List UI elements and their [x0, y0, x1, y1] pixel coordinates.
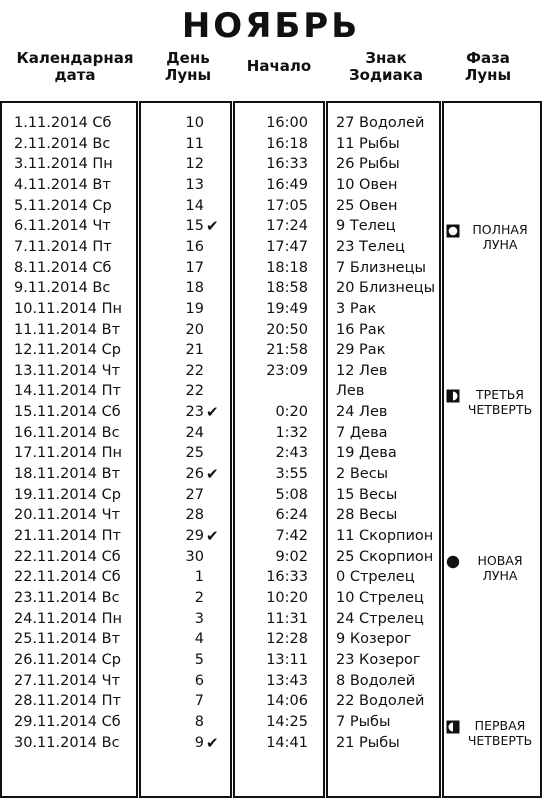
row-date: 21.11.2014 Пт [14, 528, 121, 544]
first-quarter-icon [446, 720, 460, 734]
row-date: 26.11.2014 Ср [14, 651, 121, 668]
row-zodiac: 19 Дева [336, 445, 397, 462]
row-moon-day: 22 [185, 362, 204, 379]
new-moon-icon [446, 555, 460, 569]
row-start: 13:43 [266, 672, 308, 689]
check-mark-icon: ✔ [206, 403, 219, 422]
phase-label: НОВАЯ ЛУНА [477, 552, 523, 583]
row-zodiac: 23 Телец [336, 238, 405, 255]
row-moon-day: 4 [194, 631, 204, 648]
row-start: 2:43 [275, 445, 308, 462]
row-date: 24.11.2014 Пн [14, 610, 123, 627]
row-date: 22.11.2014 Сб [14, 548, 121, 565]
row-start: 7:42 [275, 528, 308, 544]
row-zodiac: 11 Скорпион [336, 528, 434, 544]
phase-label: ПЕРВАЯ ЧЕТВЕРТЬ [467, 717, 533, 748]
row-start: 3:55 [275, 466, 308, 483]
row-date: 6.11.2014 Чт [14, 218, 111, 235]
row-start: 11:31 [266, 610, 308, 627]
row-moon-day: 19 [185, 300, 204, 317]
check-mark-icon: ✔ [206, 217, 219, 236]
row-start: 21:58 [266, 342, 308, 359]
row-zodiac: 15 Весы [336, 486, 398, 503]
row-zodiac: 26 Рыбы [336, 156, 400, 173]
row-moon-day: 1 [194, 569, 204, 586]
row-start: 14:25 [266, 713, 308, 730]
row-zodiac: 22 Водолей [336, 693, 425, 710]
row-date: 1.11.2014 Сб [14, 115, 112, 131]
row-moon-day: 10 [185, 115, 204, 131]
row-start: 18:58 [266, 280, 308, 297]
row-date: 22.11.2014 Сб [14, 569, 121, 586]
row-zodiac: 20 Близнецы [336, 280, 436, 297]
row-date: 4.11.2014 Вт [14, 176, 111, 193]
row-date: 20.11.2014 Чт [14, 507, 121, 524]
row-start: 20:50 [266, 321, 308, 338]
row-start: 16:33 [266, 569, 308, 586]
row-date: 18.11.2014 Вт [14, 466, 121, 483]
row-start: 17:47 [266, 238, 308, 255]
row-moon-day: 3 [194, 610, 204, 627]
row-zodiac: 12 Лев [336, 362, 388, 379]
row-moon-day: 12 [185, 156, 204, 173]
row-zodiac: 10 Стрелец [336, 589, 424, 606]
row-zodiac: 7 Рыбы [336, 713, 391, 730]
row-moon-day: 8 [194, 713, 204, 730]
row-start: 16:18 [266, 135, 308, 152]
row-date: 10.11.2014 Пн [14, 300, 123, 317]
row-zodiac: Лев [336, 383, 365, 400]
header-date: Календарная дата [16, 49, 134, 84]
row-start: 10:20 [266, 589, 308, 606]
row-zodiac: 25 Овен [336, 197, 398, 214]
row-moon-day: 5 [194, 651, 204, 668]
column-phase [442, 101, 542, 798]
phase-label: ПОЛНАЯ ЛУНА [472, 222, 528, 253]
row-zodiac: 24 Стрелец [336, 610, 424, 627]
row-start: 0:20 [275, 404, 308, 421]
row-date: 13.11.2014 Чт [14, 362, 121, 379]
row-zodiac: 16 Рак [336, 321, 386, 338]
row-zodiac: 3 Рак [336, 300, 377, 317]
row-start: 23:09 [266, 362, 308, 379]
header-phase: Фаза Луны [464, 49, 512, 84]
month-title: НОЯБРЬ [181, 6, 361, 46]
row-zodiac: 21 Рыбы [336, 734, 400, 751]
row-moon-day: 20 [185, 321, 204, 338]
row-start: 6:24 [275, 507, 308, 524]
row-moon-day: 7 [194, 693, 204, 710]
row-start: 19:49 [266, 300, 308, 317]
row-start: 5:08 [275, 486, 308, 503]
row-date: 9.11.2014 Вс [14, 280, 111, 297]
row-date: 12.11.2014 Ср [14, 342, 121, 359]
row-moon-day: 6 [194, 672, 204, 689]
row-zodiac: 7 Дева [336, 424, 388, 441]
row-moon-day: 27 [185, 486, 204, 503]
row-date: 19.11.2014 Ср [14, 486, 121, 503]
row-moon-day: 16 [185, 238, 204, 255]
row-moon-day: 26 [185, 466, 204, 483]
row-start: 18:18 [266, 259, 308, 276]
row-date: 27.11.2014 Чт [14, 672, 121, 689]
row-date: 29.11.2014 Сб [14, 713, 121, 730]
header-moon-day: День Луны [164, 49, 212, 84]
row-zodiac: 11 Рыбы [336, 135, 400, 152]
check-mark-icon: ✔ [206, 465, 219, 484]
row-start: 16:33 [266, 156, 308, 173]
row-date: 25.11.2014 Вт [14, 631, 121, 648]
row-start: 17:05 [266, 197, 308, 214]
header-start: Начало [246, 57, 312, 75]
row-zodiac: 29 Рак [336, 342, 386, 359]
row-moon-day: 28 [185, 507, 204, 524]
row-start: 14:06 [266, 693, 308, 710]
row-date: 16.11.2014 Вс [14, 424, 120, 441]
row-zodiac: 27 Водолей [336, 115, 425, 131]
row-moon-day: 18 [185, 280, 204, 297]
row-moon-day: 2 [194, 589, 204, 606]
row-zodiac: 7 Близнецы [336, 259, 426, 276]
row-zodiac: 9 Телец [336, 218, 396, 235]
row-date: 28.11.2014 Пт [14, 693, 121, 710]
row-date: 15.11.2014 Сб [14, 404, 121, 421]
row-zodiac: 23 Козерог [336, 651, 421, 668]
check-mark-icon: ✔ [206, 527, 219, 545]
row-date: 5.11.2014 Ср [14, 197, 112, 214]
row-moon-day: 30 [185, 548, 204, 565]
row-date: 3.11.2014 Пн [14, 156, 113, 173]
row-date: 2.11.2014 Вс [14, 135, 111, 152]
row-date: 23.11.2014 Вс [14, 589, 120, 606]
row-date: 7.11.2014 Пт [14, 238, 112, 255]
row-zodiac: 9 Козерог [336, 631, 412, 648]
row-start: 16:49 [266, 176, 308, 193]
row-zodiac: 2 Весы [336, 466, 389, 483]
row-date: 14.11.2014 Пт [14, 383, 121, 400]
row-start: 1:32 [275, 424, 308, 441]
row-date: 11.11.2014 Вт [14, 321, 121, 338]
row-moon-day: 15 [185, 218, 204, 235]
row-zodiac: 10 Овен [336, 176, 398, 193]
row-zodiac: 25 Скорпион [336, 548, 434, 565]
row-start: 12:28 [266, 631, 308, 648]
row-start: 13:11 [266, 651, 308, 668]
row-start: 17:24 [266, 218, 308, 235]
row-start: 14:41 [266, 734, 308, 751]
row-zodiac: 24 Лев [336, 404, 388, 421]
row-moon-day: 23 [185, 404, 204, 421]
row-date: 17.11.2014 Пн [14, 445, 123, 462]
header-zodiac: Знак Зодиака [348, 49, 423, 84]
row-moon-day: 9 [194, 734, 204, 751]
phase-label: ТРЕТЬЯ ЧЕТВЕРТЬ [467, 387, 533, 418]
row-moon-day: 25 [185, 445, 204, 462]
row-zodiac: 8 Водолей [336, 672, 416, 689]
row-zodiac: 0 Стрелец [336, 569, 415, 586]
row-date: 8.11.2014 Сб [14, 259, 112, 276]
row-moon-day: 22 [185, 383, 204, 400]
row-moon-day: 17 [185, 259, 204, 276]
row-start: 16:00 [266, 115, 308, 131]
row-zodiac: 28 Весы [336, 507, 398, 524]
row-moon-day: 29 [185, 528, 204, 544]
third-quarter-icon [446, 389, 460, 403]
row-moon-day: 24 [185, 424, 204, 441]
check-mark-icon: ✔ [206, 733, 219, 752]
full-moon-icon [446, 224, 460, 238]
row-moon-day: 21 [185, 342, 204, 359]
row-moon-day: 14 [185, 197, 204, 214]
row-start: 9:02 [275, 548, 308, 565]
row-moon-day: 13 [185, 176, 204, 193]
row-moon-day: 11 [185, 135, 204, 152]
row-date: 30.11.2014 Вс [14, 734, 120, 751]
